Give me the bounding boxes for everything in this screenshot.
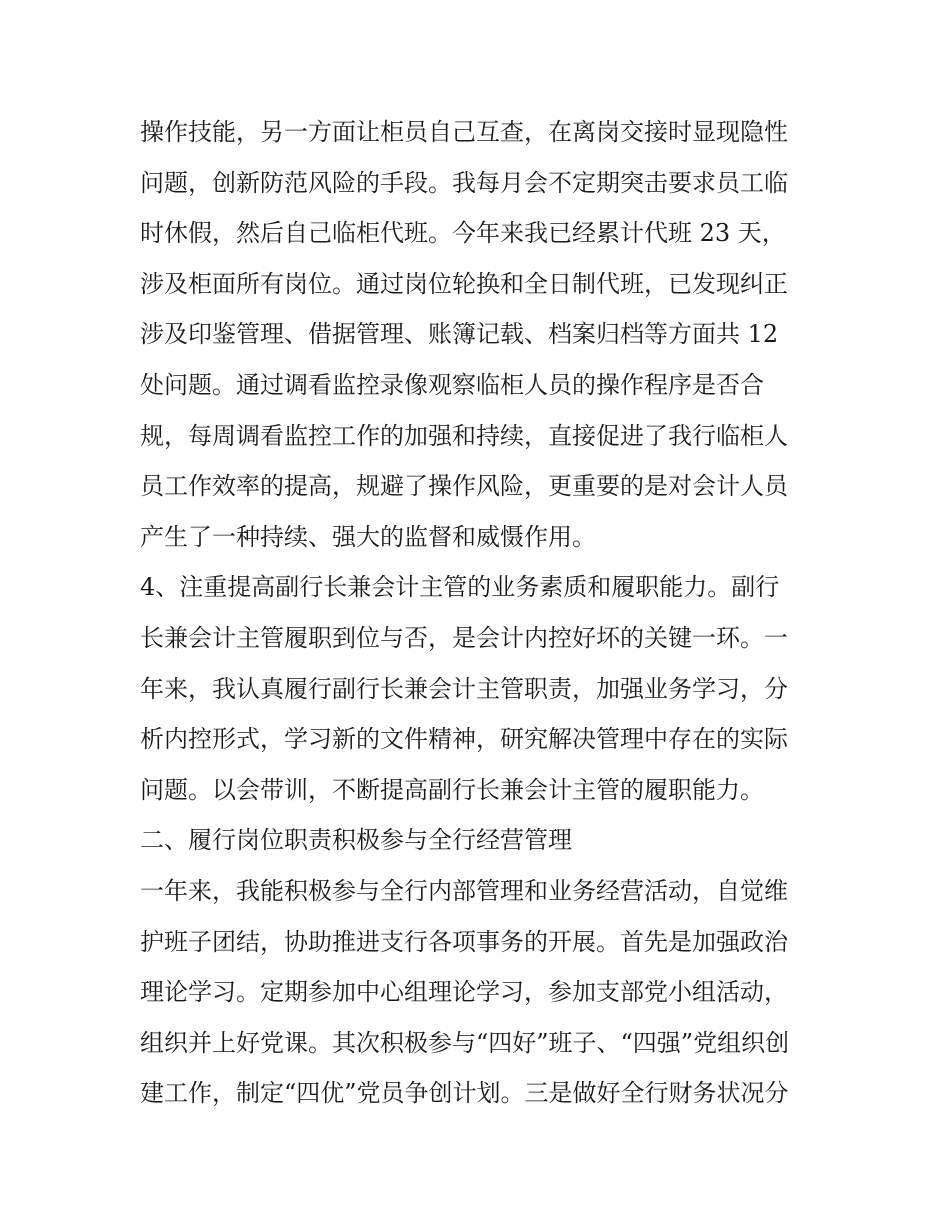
text-line: 涉及柜面所有岗位。通过岗位轮换和全日制代班，已发现纠正 [140,269,788,298]
text-line: 4、注重提高副行长兼会计主管的业务素质和履职能力。副行 [140,573,780,602]
text-line: 处问题。通过调看监控录像观察临柜人员的操作程序是否合 [140,370,764,399]
text-line: 理论学习。定期参加中心组理论学习，参加支部党小组活动， [140,978,788,1007]
text-line: 产生了一种持续、强大的监督和威慑作用。 [140,522,596,551]
document-body [140,107,820,1119]
text-line: 时休假，然后自己临柜代班。今年来我已经累计代班 23 天， [140,219,786,248]
text-line: 涉及印鉴管理、借据管理、账簿记载、档案归档等方面共 12 [140,320,779,349]
text-line: 护班子团结，协助推进支行各项事务的开展。首先是加强政治 [140,927,788,956]
section-heading: 二、履行岗位职责积极参与全行经营管理 [140,826,572,855]
text-line: 问题。以会带训，不断提高副行长兼会计主管的履职能力。 [140,775,764,804]
text-line: 问题，创新防范风险的手段。我每月会不定期突击要求员工临 [140,168,788,197]
text-line: 建工作，制定“四优”党员争创计划。三是做好全行财务状况分 [140,1079,789,1108]
text-line: 一年来，我能积极参与全行内部管理和业务经营活动，自觉维 [140,876,788,905]
text-line: 组织并上好党课。其次积极参与“四好”班子、“四强”党组织创 [140,1028,790,1057]
text-line: 长兼会计主管履职到位与否，是会计内控好坏的关键一环。一 [140,623,788,652]
text-line: 员工作效率的提高，规避了操作风险，更重要的是对会计人员 [140,472,788,501]
text-line: 析内控形式，学习新的文件精神，研究解决管理中存在的实际 [140,725,788,754]
text-line: 规，每周调看监控工作的加强和持续，直接促进了我行临柜人 [140,421,788,450]
text-line: 操作技能，另一方面让柜员自己互查，在离岗交接时显现隐性 [140,118,788,146]
text-line: 年来，我认真履行副行长兼会计主管职责，加强业务学习，分 [140,674,788,703]
